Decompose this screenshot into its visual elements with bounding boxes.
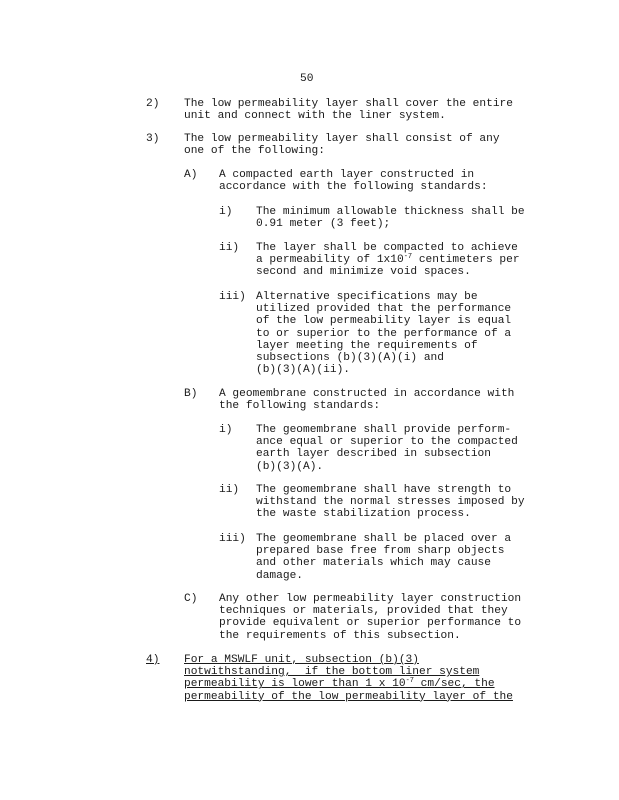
text-line: provide equivalent or superior performance to	[219, 617, 522, 630]
text-line: The low permeability layer shall cover the entire	[184, 98, 513, 110]
text-line: The minimum allowable thickness shall be	[256, 206, 525, 218]
text-line: the following standards:	[219, 400, 381, 413]
text-line: of the low permeability layer is equal	[256, 315, 512, 328]
sub-item-a-iii-text	[256, 291, 511, 376]
sub-item-a-i-text	[256, 206, 525, 230]
sub-item-a-ii-text	[256, 242, 520, 279]
text-line: unit and connect with the liner system.	[184, 110, 446, 123]
sub-item-b-ii-text	[256, 484, 525, 521]
text-fragment: permeability is lower than 1 x 10	[184, 678, 406, 691]
text-line: prepared base free from sharp objects	[256, 545, 505, 558]
text-line: Any other low permeability layer construction	[219, 593, 522, 605]
item-3-text	[184, 133, 500, 157]
sub-item-b-ii-label: ii)	[219, 484, 240, 496]
text-line: The geomembrane shall be placed over a	[256, 533, 512, 545]
text-line: 0.91 meter (3 feet);	[256, 218, 391, 231]
sub-item-a-text	[219, 169, 488, 193]
text-line: the waste stabilization process.	[256, 508, 471, 521]
text-line: accordance with the following standards:	[219, 181, 488, 194]
text-line: (b)(3)(A).	[256, 460, 324, 473]
text-fragment: cm/sec, the	[413, 678, 495, 691]
sub-item-a-label: A)	[184, 169, 198, 181]
text-line	[184, 678, 513, 690]
sub-item-b-i-text	[256, 424, 518, 473]
text-line: A compacted earth layer constructed in	[219, 169, 475, 181]
text-line: The geomembrane shall have strength to	[256, 484, 512, 496]
item-2-label: 2)	[146, 98, 160, 110]
text-line: For a MSWLF unit, subsection (b)(3)	[184, 654, 419, 666]
text-line: A geomembrane constructed in accordance with	[219, 388, 515, 400]
text-line: and other materials which may cause	[256, 557, 491, 570]
text-line: notwithstanding, if the bottom liner system	[184, 666, 480, 679]
sub-item-b-text	[219, 388, 514, 412]
text-line: (b)(3)(A)(ii).	[256, 364, 350, 377]
page-number: 50	[300, 73, 314, 85]
text-line: earth layer described in subsection	[256, 448, 491, 461]
item-4-text	[184, 654, 513, 703]
sub-item-b-label: B)	[184, 388, 198, 400]
sub-item-b-iii-label: iii)	[219, 533, 246, 545]
text-line: techniques or materials, provided that they	[219, 605, 508, 618]
text-line: subsections (b)(3)(A)(i) and	[256, 352, 444, 365]
text-line: The layer shall be compacted to achieve	[256, 242, 518, 254]
text-line: withstand the normal stresses imposed by	[256, 496, 525, 509]
exponent: -7	[403, 253, 413, 262]
sub-item-a-i-label: i)	[219, 206, 233, 218]
sub-item-c-label: C)	[184, 593, 198, 605]
text-line: Alternative specifications may be	[256, 291, 478, 303]
text-line: utilized provided that the performance	[256, 303, 512, 316]
text-line	[256, 254, 520, 266]
sub-item-b-i-label: i)	[219, 424, 233, 436]
text-line: The low permeability layer shall consist of any	[184, 133, 500, 145]
item-2-text	[184, 98, 513, 122]
text-line: The geomembrane shall provide perform-	[256, 424, 512, 436]
text-line: one of the following:	[184, 145, 325, 158]
text-line: the requirements of this subsection.	[219, 629, 461, 642]
sub-item-c-text	[219, 593, 521, 642]
item-3-label: 3)	[146, 133, 160, 145]
text-line: second and minimize void spaces.	[256, 266, 471, 279]
exponent: -7	[405, 677, 414, 686]
text-fragment: centimeters per	[412, 254, 520, 267]
text-line: permeability of the low permeability layer of the	[184, 690, 513, 703]
text-line: ance equal or superior to the compacted	[256, 436, 518, 449]
sub-item-b-iii-text	[256, 533, 511, 582]
text-fragment: a permeability of 1x10	[256, 254, 404, 267]
item-4-label: 4)	[146, 654, 160, 666]
sub-item-a-ii-label: ii)	[219, 242, 240, 254]
text-line: layer meeting the requirements of	[256, 339, 478, 352]
text-line: damage.	[256, 569, 303, 582]
text-line: to or superior to the performance of a	[256, 327, 512, 340]
sub-item-a-iii-label: iii)	[219, 291, 246, 303]
